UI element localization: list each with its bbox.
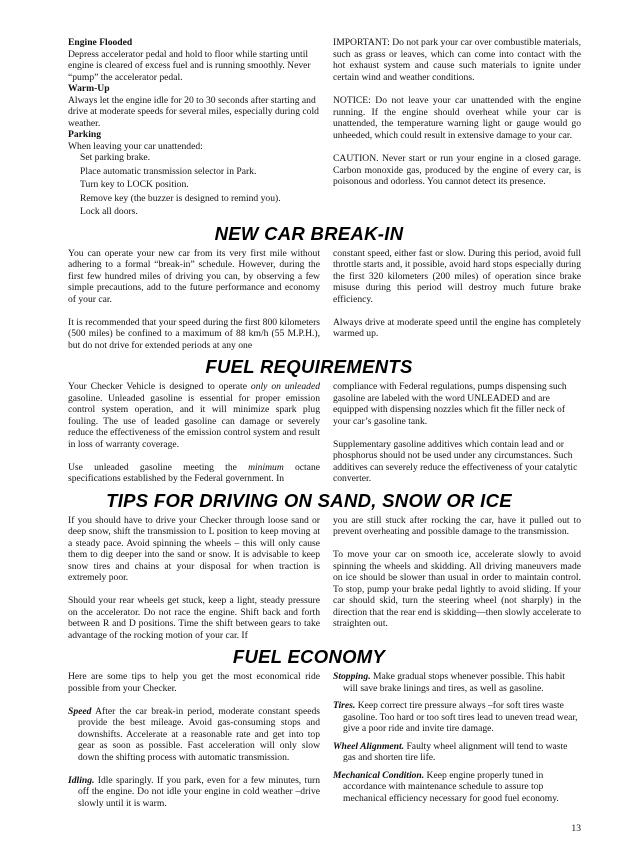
economy-item-mechanical-condition [333, 770, 581, 805]
break-in-left [68, 248, 320, 352]
warnings [333, 37, 581, 218]
section-heading-fuel-requirements: FUEL REQUIREMENTS [205, 356, 413, 377]
tips-p1: If you should have to drive your Checker through loose sand or deep snow, shift the transmission to L position to keep moving at a steady pace. Avoid spinning the wheels – this will only cause them to dig deeper into the sand or snow. It is advisable to keep snow tires and chains at your disposal for when traction is extremely poor. [68, 514, 320, 583]
break-in-right [333, 248, 581, 352]
emphasis: only on unleaded [250, 381, 320, 392]
break-in-section [68, 248, 581, 352]
important-note: IMPORTANT: Do not park your car over combustible materials, such as grass or leaves, which can come into contact with the hot exhaust system and cause such materials to ignite under certain wind and weather conditions. [333, 37, 581, 83]
item-label: Speed [68, 705, 92, 717]
item-label: Stopping. [333, 671, 371, 682]
tips-p4: To move your car on smooth ice, accelerate slowly to avoid spinning the wheels and skidding. All driving maneuvers made on ice should be slower than usual in order to maintain control. To stop, pump your brake pedal lightly to avoid sliding. If your car should skid, turn the steering wheel (not sharply) in the direction that the rear end is skidding—then slowly accelerate to straighten out. [333, 549, 581, 629]
top-section [68, 37, 581, 218]
tips-p2: Should your rear wheels get stuck, keep a light, steady pressure on the accelerator. Do not race the engine. Shift back and forth between R and D positions. Time the shift between gears to take advantage of the rocking motion of your car. If [68, 595, 320, 641]
parking-step: Place automatic transmission selector in Park. [80, 165, 257, 177]
fuel-req-p3: compliance with Federal regulations, pumps dispensing such gasoline are labeled with the word UNLEADED and are equipped with dispensing nozzles which fit the filler neck of your car’s gasoline tank. [333, 381, 567, 427]
fuel-req-right [333, 381, 581, 485]
item-label: Tires. [333, 700, 356, 711]
text: gasoline. Unleaded gasoline is essential for proper emission control system operation, and it will minimize spark plug fouling. The use of leaded gasoline can damage or severely reduce the effectiveness of the emission control system and result in loss of warranty coverage. [68, 392, 320, 450]
engine-flooded-title: Engine Flooded [68, 37, 133, 48]
economy-section [68, 671, 581, 809]
page-number: 13 [571, 823, 581, 834]
item-text: Idle sparingly. If you park, even for a few minutes, turn off the engine. Do not idle your engine in cold weather –drive slowly until it is warm. [78, 774, 320, 809]
fuel-req-section [68, 381, 581, 485]
text: Your Checker Vehicle is designed to operate [68, 381, 251, 392]
parking-intro: When leaving your car unattended: [68, 140, 203, 152]
section-heading-fuel-economy: FUEL ECONOMY [232, 646, 386, 667]
starting-tips [68, 37, 320, 218]
warm-up-title: Warm-Up [68, 83, 110, 94]
tips-left [68, 515, 320, 642]
parking-step: Lock all doors. [80, 206, 138, 217]
item-label: Wheel Alignment. [333, 740, 405, 752]
fuel-req-left [68, 381, 320, 485]
break-in-p4: Always drive at moderate speed until the engine has completely warmed up. [333, 316, 581, 339]
economy-left [68, 671, 320, 809]
section-heading-break-in: NEW CAR BREAK-IN [214, 222, 404, 244]
text: Use unleaded gasoline meeting the [68, 461, 249, 473]
economy-right [333, 671, 581, 809]
item-text: Keep engine properly tuned in accordance with maintenance schedule to assure top mechanical efficiency necessary for good fuel economy. [343, 769, 559, 804]
notice-note: NOTICE: Do not leave your car unattended with the engine running. If the engine should overheat while your car is unattended, the temperature warning light or gauge would go unheeded, which could result in extensive damage to your car. [333, 95, 581, 141]
parking-step: Remove key (the buzzer is designed to remind you). [80, 192, 281, 204]
economy-item-idling [68, 775, 320, 810]
item-text: Make gradual stops whenever possible. This habit will save brake linings and tires, as well as gasoline. [343, 671, 565, 694]
economy-item-wheel-alignment [333, 741, 581, 764]
fuel-req-p4: Supplementary gasoline additives which contain lead and or phosphorus should not be used under any circumstances. Such additives can severely reduce the effectiveness of your catalytic converter. [333, 438, 578, 484]
warm-up-text: Always let the engine idle for 20 to 30 seconds after starting and drive at moderate speeds for several miles, especially during cold weather. [68, 94, 319, 129]
parking-step: Turn key to LOCK position. [80, 179, 189, 190]
engine-flooded-text: Depress accelerator pedal and hold to floor while starting until engine is cleared of excess fuel and is running smoothly. Never “pump” the accelerator pedal. [68, 48, 311, 83]
fuel-req-p2 [68, 462, 320, 485]
tips-section [68, 515, 581, 642]
emphasis: minimum [248, 461, 284, 473]
item-text: Keep correct tire pressure always –for soft tires waste gasoline. Too hard or too soft tires lead to uneven tread wear, give a poor ride and invite tire damage. [343, 700, 578, 734]
tips-p3: you are still stuck after rocking the car, have it pulled out to prevent overheating and possible damage to the transmission. [333, 514, 581, 537]
break-in-p2: It is recommended that your speed during the first 800 kilometers (500 miles) be confined to a maximum of 88 km/h (55 M.P.H.), but do not drive for extended periods at any one [68, 316, 320, 351]
item-text: After the car break-in period, moderate constant speeds provide the best mileage. Avoid gas-consuming stops and downshifts. Accelerate at a reasonable rate and get into top gear as soon as possible. Fast acceleration will only slow down the shifting process with automatic transmission. [78, 705, 320, 763]
item-label: Mechanical Condition. [333, 769, 425, 781]
item-text: Faulty wheel alignment will tend to waste gas and shorten tire life. [343, 740, 568, 763]
parking-title: Parking [68, 129, 102, 140]
parking-step: Set parking brake. [80, 152, 151, 163]
tips-right [333, 515, 581, 642]
section-heading-tips: TIPS FOR DRIVING ON SAND, SNOW OR ICE [106, 489, 512, 511]
break-in-p1: You can operate your new car from its very first mile without adhering to a formal “break-in” schedule. However, during the first few hundred miles of driving you can, by observing a few simple precautions, add to the future performance and economy of your car. [68, 247, 320, 305]
economy-intro: Here are some tips to help you get the most economical ride possible from your Checker. [68, 671, 320, 694]
economy-item-tires [333, 700, 581, 735]
economy-item-speed [68, 706, 320, 764]
caution-note: CAUTION. Never start or run your engine in a closed garage. Carbon monoxide gas, produced by the engine of every car, is poisonous and odorless. You cannot detect its presence. [333, 153, 581, 187]
text: octane specifications established by the Federal government. In [68, 461, 320, 484]
fuel-req-p1 [68, 381, 320, 450]
break-in-p3: constant speed, either fast or slow. During this period, avoid full throttle starts and, it possible, avoid hard stops especially during the first 320 kilometers (200 miles) of operation since brake misuse during this period will destroy much future brake efficiency. [333, 247, 581, 305]
item-label: Idling. [68, 774, 95, 786]
economy-item-stopping [333, 671, 581, 694]
